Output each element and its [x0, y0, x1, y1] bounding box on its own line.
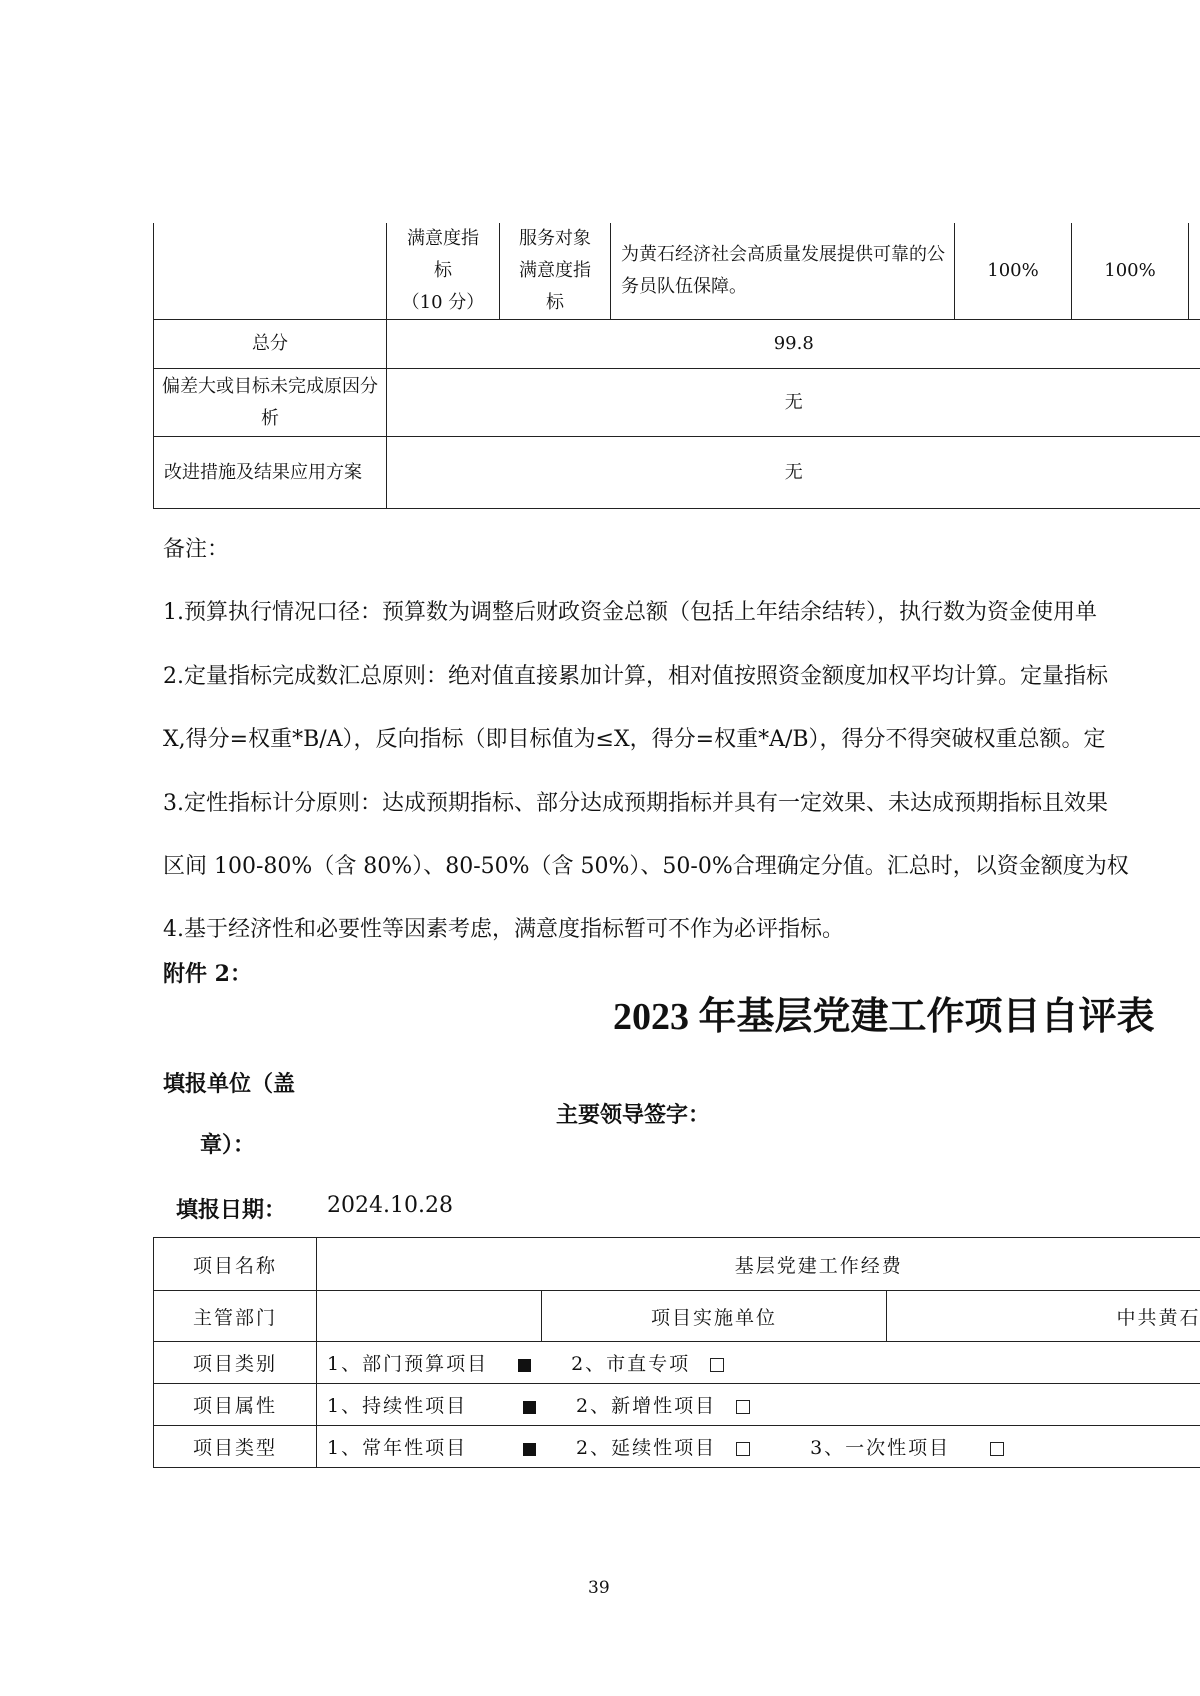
note-line: 4.基于经济性和必要性等因素考虑，满意度指标暂可不作为必评指标。: [163, 917, 844, 942]
attachment-label: 附件 2：: [163, 961, 252, 987]
unchecked-box-icon: [710, 1358, 724, 1372]
note-line: 1.预算执行情况口径：预算数为调整后财政资金总额（包括上年结余结转），执行数为资金使用单: [163, 600, 1097, 625]
option-text: 2、新增性项目: [576, 1395, 717, 1417]
option-text: 1、常年性项目: [327, 1437, 468, 1459]
fill-unit-line: 填报单位（盖: [163, 1071, 296, 1097]
indicator-line: 满意度指: [519, 260, 591, 281]
checked-box-icon: [523, 1401, 536, 1414]
type-options: [317, 1426, 1200, 1468]
deviation-value: 无: [387, 369, 1200, 437]
type-label: 项目类型: [154, 1426, 317, 1468]
fill-date-value: 2024.10.28: [327, 1193, 453, 1218]
total-score-label: 总分: [154, 320, 387, 369]
actual-value-cell: 100%: [1072, 223, 1189, 320]
notes-title: 备注：: [163, 537, 230, 562]
checked-box-icon: [518, 1359, 531, 1372]
category-line: 满意度指: [407, 228, 479, 249]
attribute-options: [317, 1384, 1200, 1426]
note-line: X,得分=权重*B/A），反向指标（即目标值为≤X，得分=权重*A/B），得分不得突破权重总额。定: [163, 727, 1106, 752]
project-name-label: 项目名称: [154, 1238, 317, 1291]
dept-label: 主管部门: [154, 1291, 317, 1342]
option-text: 2、延续性项目: [576, 1437, 717, 1459]
improvement-value: 无: [387, 437, 1200, 509]
satisfaction-category-cell: [387, 223, 500, 320]
fill-date-label: 填报日期：: [176, 1197, 287, 1223]
note-line: 3.定性指标计分原则：达成预期指标、部分达成预期指标并具有一定效果、未达成预期指标且效果: [163, 791, 1108, 816]
note-line: 区间 100-80%（含 80%）、80-50%（含 50%）、50-0%合理确定分值。汇总时，以资金额度为权: [163, 854, 1129, 879]
category-label: 项目类别: [154, 1342, 317, 1384]
total-score-value: 99.8: [387, 320, 1200, 369]
improvement-label: 改进措施及结果应用方案: [154, 437, 387, 509]
project-name-value: 基层党建工作经费: [317, 1238, 1200, 1291]
performance-table: [153, 223, 1200, 509]
fill-unit-line: 章）：: [200, 1132, 256, 1158]
checked-box-icon: [523, 1443, 536, 1456]
leader-sign-label: 主要领导签字：: [556, 1102, 711, 1128]
blank-cell: [154, 223, 387, 320]
impl-unit-label: 项目实施单位: [542, 1291, 887, 1342]
option-text: 2、市直专项: [571, 1353, 691, 1375]
dept-value: [317, 1291, 542, 1342]
satisfaction-content-cell: 为黄石经济社会高质量发展提供可靠的公务员队伍保障。: [611, 223, 955, 320]
unchecked-box-icon: [990, 1442, 1004, 1456]
satisfaction-indicator-cell: [500, 223, 611, 320]
page-number: 39: [588, 1578, 610, 1598]
unchecked-box-icon: [736, 1442, 750, 1456]
unchecked-box-icon: [736, 1400, 750, 1414]
note-line: 2.定量指标完成数汇总原则：绝对值直接累加计算，相对值按照资金额度加权平均计算。定量指标: [163, 664, 1108, 689]
target-value-cell: 100%: [955, 223, 1072, 320]
deviation-label: 偏差大或目标未完成原因分析: [154, 369, 387, 437]
category-line: 标: [434, 260, 452, 281]
project-info-table: [153, 1237, 1200, 1468]
cut-cell: [1189, 223, 1200, 320]
option-text: 1、部门预算项目: [327, 1353, 489, 1375]
indicator-line: 标: [546, 292, 564, 313]
category-options: [317, 1342, 1200, 1384]
option-text: 1、持续性项目: [327, 1395, 468, 1417]
indicator-line: 服务对象: [519, 228, 591, 249]
option-text: 3、一次性项目: [810, 1437, 951, 1459]
form-title: 2023 年基层党建工作项目自评表: [613, 996, 1155, 1038]
attribute-label: 项目属性: [154, 1384, 317, 1426]
category-line: （10 分）: [401, 292, 485, 313]
impl-unit-value: 中共黄石: [887, 1291, 1200, 1342]
